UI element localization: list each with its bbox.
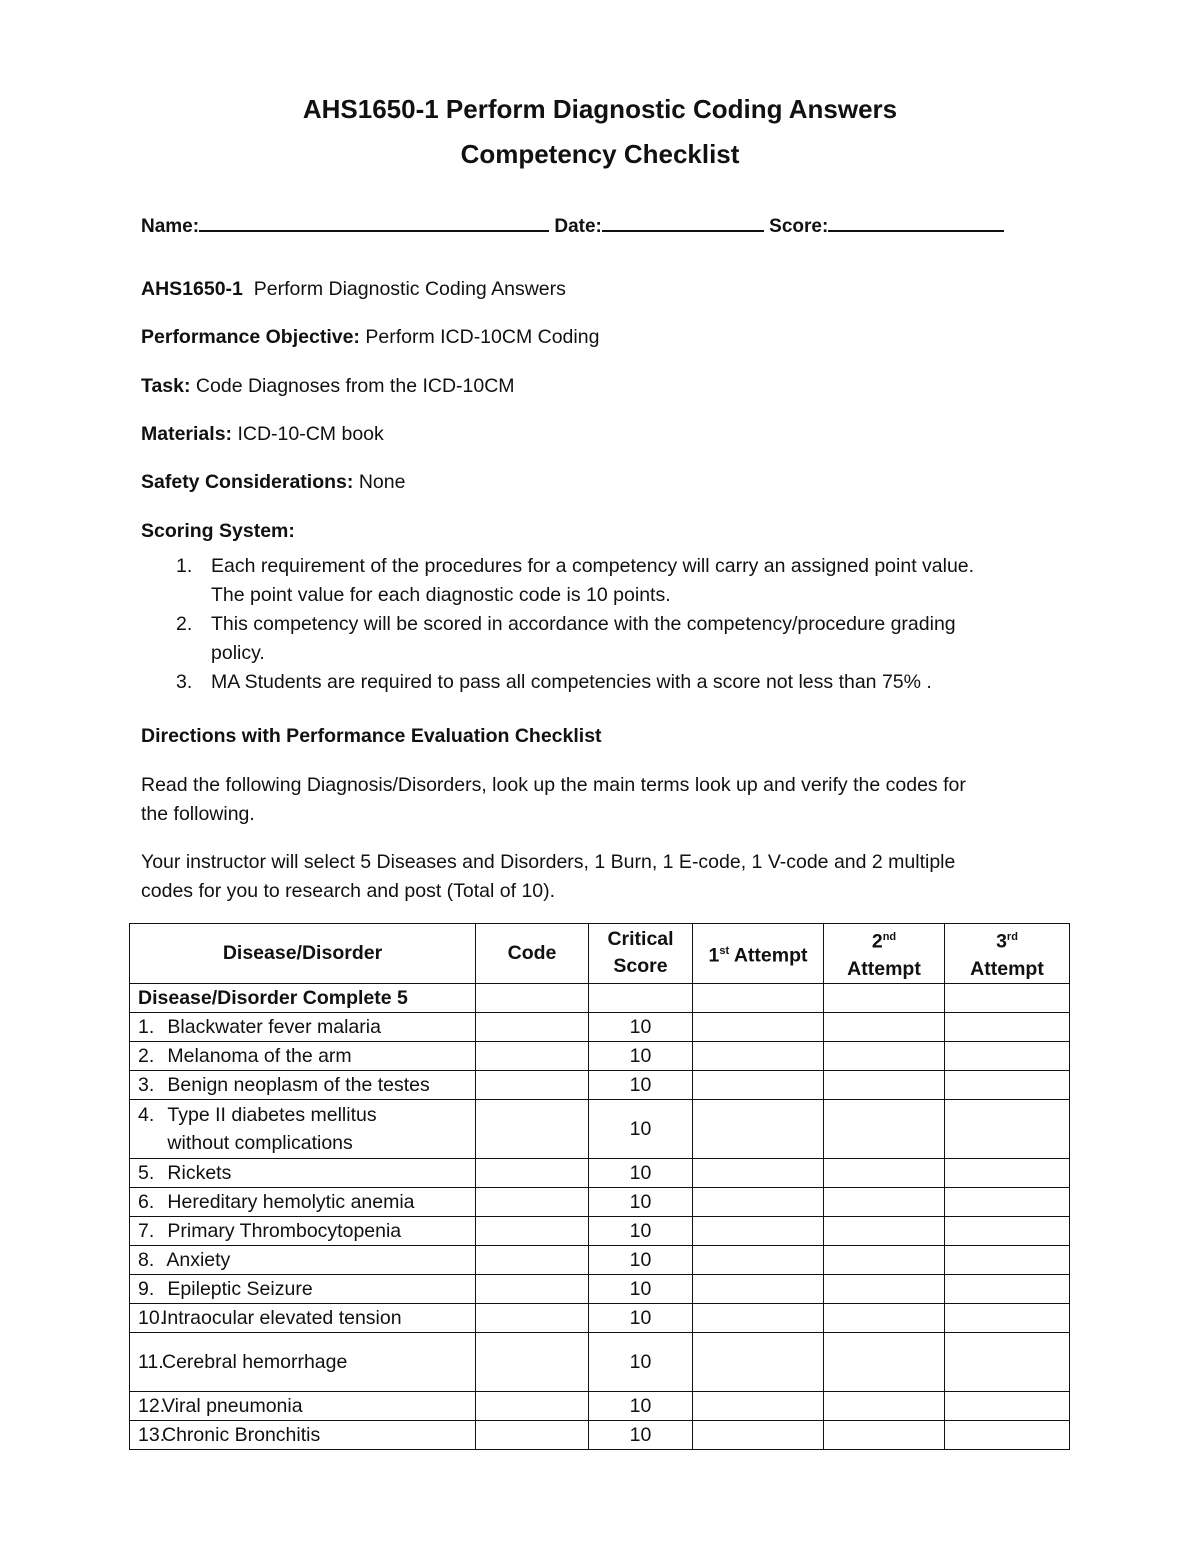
scoring-item-text: Each requirement of the procedures for a competency will carry an assigned point value. <box>211 555 975 577</box>
disease-cell <box>130 1070 476 1099</box>
header-sup: nd <box>882 931 897 943</box>
disease-cell <box>130 1303 476 1332</box>
disease-cell <box>130 1332 476 1391</box>
score-label: Score: <box>769 216 829 237</box>
attempt-cell[interactable] <box>945 1303 1070 1332</box>
table-row <box>130 1303 1070 1332</box>
score-cell: 10 <box>589 1187 693 1216</box>
disease-cell <box>130 1158 476 1187</box>
scoring-item <box>141 610 1071 668</box>
code-cell[interactable] <box>476 1099 589 1158</box>
safety-line <box>141 471 405 494</box>
attempt-cell[interactable] <box>945 1391 1070 1420</box>
directions-text: Read the following Diagnosis/Disorders, look up the main terms look up and verify the codes for <box>141 774 966 796</box>
disease-label: without complications <box>167 1131 353 1154</box>
directions-text: Your instructor will select 5 Diseases and Disorders, 1 Burn, 1 E-code, 1 V-code and 2 multiple <box>141 851 956 873</box>
attempt-cell[interactable] <box>824 1274 945 1303</box>
table-row <box>130 1420 1070 1449</box>
header-text: 1 <box>708 944 720 966</box>
course-line <box>141 278 566 301</box>
attempt-cell[interactable] <box>945 1041 1070 1070</box>
row-number: 9. <box>138 1277 155 1300</box>
scoring-item-number: 2. <box>176 613 193 635</box>
header-first-attempt <box>693 924 824 984</box>
header-text: Attempt <box>847 957 921 980</box>
attempt-cell[interactable] <box>824 1216 945 1245</box>
code-cell[interactable] <box>476 1158 589 1187</box>
attempt-cell[interactable] <box>945 983 1070 1012</box>
attempt-cell[interactable] <box>945 1187 1070 1216</box>
table-row <box>130 1070 1070 1099</box>
attempt-cell[interactable] <box>693 1012 824 1041</box>
attempt-cell[interactable] <box>693 1187 824 1216</box>
directions-text: the following. <box>141 803 255 825</box>
attempt-cell[interactable] <box>945 1070 1070 1099</box>
attempt-cell[interactable] <box>693 1303 824 1332</box>
table-row <box>130 1332 1070 1391</box>
score-cell: 10 <box>589 1420 693 1449</box>
task-label: Task: <box>141 375 191 397</box>
disease-label: Hereditary hemolytic anemia <box>167 1190 415 1213</box>
code-cell[interactable] <box>476 1070 589 1099</box>
table-row <box>130 1099 1070 1158</box>
safety-label: Safety Considerations: <box>141 471 354 493</box>
objective-value: Perform ICD-10CM Coding <box>365 326 600 348</box>
row-number: 7. <box>138 1219 155 1242</box>
row-number: 12. <box>138 1394 166 1417</box>
disease-cell <box>130 1391 476 1420</box>
attempt-cell[interactable] <box>945 1274 1070 1303</box>
row-number: 1. <box>138 1015 155 1038</box>
row-number: 10. <box>138 1306 166 1329</box>
score-cell: 10 <box>589 1012 693 1041</box>
code-cell[interactable] <box>476 1245 589 1274</box>
attempt-cell[interactable] <box>824 1420 945 1449</box>
directions-text: codes for you to research and post (Total of 10). <box>141 880 556 902</box>
table-row <box>130 1187 1070 1216</box>
table-row <box>130 1041 1070 1070</box>
disease-label: Cerebral hemorrhage <box>162 1350 348 1373</box>
score-cell: 10 <box>589 1158 693 1187</box>
row-number: 6. <box>138 1190 155 1213</box>
code-cell[interactable] <box>476 1332 589 1391</box>
scoring-item-number: 3. <box>176 671 193 693</box>
score-cell: 10 <box>589 1216 693 1245</box>
document-title: AHS1650-1 Perform Diagnostic Coding Answers <box>302 94 898 124</box>
table-row <box>130 1158 1070 1187</box>
course-title: Perform Diagnostic Coding Answers <box>253 278 566 300</box>
attempt-cell[interactable] <box>945 1332 1070 1391</box>
course-code: AHS1650-1 <box>141 278 243 300</box>
disease-label: Benign neoplasm of the testes <box>167 1073 430 1096</box>
score-cell: 10 <box>589 1303 693 1332</box>
row-number: 13. <box>138 1423 166 1446</box>
disease-cell <box>130 1012 476 1041</box>
safety-value: None <box>358 471 406 493</box>
disease-cell <box>130 1420 476 1449</box>
scoring-item <box>141 668 1071 697</box>
attempt-cell[interactable] <box>693 1420 824 1449</box>
materials-label: Materials: <box>141 423 233 445</box>
disease-cell <box>130 1041 476 1070</box>
attempt-cell[interactable] <box>824 1012 945 1041</box>
name-label: Name: <box>141 216 200 237</box>
disease-cell <box>130 1274 476 1303</box>
row-number: 4. <box>138 1103 155 1126</box>
score-field[interactable] <box>828 212 1004 232</box>
attempt-cell[interactable] <box>945 1216 1070 1245</box>
task-line <box>141 375 515 398</box>
table-row <box>130 1216 1070 1245</box>
section-label: Disease/Disorder Complete 5 <box>130 983 476 1012</box>
header-second-attempt <box>824 924 945 984</box>
attempt-cell[interactable] <box>693 1041 824 1070</box>
disease-label: Primary Thrombocytopenia <box>167 1219 402 1242</box>
table-header-row <box>130 924 1070 984</box>
row-number: 2. <box>138 1044 155 1067</box>
scoring-item-text: The point value for each diagnostic code is 10 points. <box>211 584 671 606</box>
document-subtitle: Competency Checklist <box>460 139 740 169</box>
header-sup: st <box>719 944 730 957</box>
attempt-cell[interactable] <box>693 1216 824 1245</box>
header-text: 3 <box>996 930 1007 953</box>
score-cell <box>589 983 693 1012</box>
header-text: Critical <box>607 928 674 951</box>
table-row <box>130 1245 1070 1274</box>
attempt-cell[interactable] <box>824 1041 945 1070</box>
score-cell: 10 <box>589 1041 693 1070</box>
attempt-cell[interactable] <box>824 1303 945 1332</box>
scoring-item-text: policy. <box>211 642 265 664</box>
scoring-list <box>141 552 1071 697</box>
attempt-cell[interactable] <box>824 1391 945 1420</box>
header-text: Score <box>613 955 668 978</box>
header-disease: Disease/Disorder <box>130 924 476 984</box>
attempt-cell[interactable] <box>693 1245 824 1274</box>
disease-label: Intraocular elevated tension <box>162 1306 402 1329</box>
directions-paragraph-1 <box>141 771 1071 829</box>
scoring-item-text: This competency will be scored in accordance with the competency/procedure grading <box>211 613 956 635</box>
attempt-cell[interactable] <box>693 1070 824 1099</box>
row-number: 5. <box>138 1161 155 1184</box>
attempt-cell[interactable] <box>945 1012 1070 1041</box>
attempt-cell[interactable] <box>824 1187 945 1216</box>
disease-label: Blackwater fever malaria <box>167 1015 381 1038</box>
attempt-cell[interactable] <box>945 1420 1070 1449</box>
code-cell[interactable] <box>476 1274 589 1303</box>
attempt-cell[interactable] <box>693 1158 824 1187</box>
code-cell[interactable] <box>476 1391 589 1420</box>
materials-line <box>141 423 384 446</box>
attempt-cell[interactable] <box>693 983 824 1012</box>
disease-label: Type II diabetes mellitus <box>167 1103 377 1126</box>
date-label: Date: <box>554 216 602 237</box>
disease-cell <box>130 1187 476 1216</box>
score-cell: 10 <box>589 1245 693 1274</box>
directions-paragraph-2 <box>141 848 1071 906</box>
code-cell[interactable] <box>476 983 589 1012</box>
scoring-heading: Scoring System: <box>141 520 295 542</box>
header-code: Code <box>476 924 589 984</box>
attempt-cell[interactable] <box>693 1332 824 1391</box>
table-section-row <box>130 983 1070 1012</box>
objective-line <box>141 326 599 349</box>
attempt-cell[interactable] <box>693 1391 824 1420</box>
attempt-cell[interactable] <box>824 1332 945 1391</box>
header-third-attempt <box>945 924 1070 984</box>
code-cell[interactable] <box>476 1012 589 1041</box>
objective-label: Performance Objective: <box>141 326 360 348</box>
disease-label: Chronic Bronchitis <box>162 1423 321 1446</box>
scoring-item-text: MA Students are required to pass all competencies with a score not less than 75% . <box>211 671 932 693</box>
disease-label: Epileptic Seizure <box>167 1277 313 1300</box>
row-number: 11. <box>138 1350 164 1373</box>
attempt-cell[interactable] <box>824 1158 945 1187</box>
attempt-cell[interactable] <box>693 1274 824 1303</box>
scoring-item <box>141 552 1071 610</box>
scoring-item-number: 1. <box>176 555 193 577</box>
disease-label: Rickets <box>167 1161 232 1184</box>
disease-label: Viral pneumonia <box>162 1394 303 1417</box>
disease-cell <box>130 1099 476 1158</box>
directions-heading: Directions with Performance Evaluation Checklist <box>141 725 602 747</box>
table-row <box>130 1274 1070 1303</box>
code-cell[interactable] <box>476 1187 589 1216</box>
attempt-cell[interactable] <box>824 1099 945 1158</box>
attempt-cell[interactable] <box>824 1070 945 1099</box>
header-text: Attempt <box>729 944 808 966</box>
disease-cell <box>130 1216 476 1245</box>
header-critical-score <box>589 924 693 984</box>
student-info-line <box>141 212 1004 238</box>
code-cell[interactable] <box>476 1041 589 1070</box>
task-value: Code Diagnoses from the ICD-10CM <box>195 375 515 397</box>
code-cell[interactable] <box>476 1303 589 1332</box>
checklist-table <box>129 923 1070 1450</box>
row-number: 8. <box>138 1248 155 1271</box>
score-cell: 10 <box>589 1332 693 1391</box>
attempt-cell[interactable] <box>693 1099 824 1158</box>
materials-value: ICD-10-CM book <box>237 423 384 445</box>
header-sup: rd <box>1006 931 1018 943</box>
name-field[interactable] <box>199 212 549 232</box>
score-cell: 10 <box>589 1391 693 1420</box>
header-text: 2 <box>871 930 883 953</box>
disease-label: Melanoma of the arm <box>167 1044 352 1067</box>
score-cell: 10 <box>589 1274 693 1303</box>
date-field[interactable] <box>602 212 764 232</box>
score-cell: 10 <box>589 1070 693 1099</box>
attempt-cell[interactable] <box>824 983 945 1012</box>
row-number: 3. <box>138 1073 155 1096</box>
table-row <box>130 1012 1070 1041</box>
table-row <box>130 1391 1070 1420</box>
disease-cell <box>130 1245 476 1274</box>
attempt-cell[interactable] <box>945 1245 1070 1274</box>
attempt-cell[interactable] <box>824 1245 945 1274</box>
score-cell: 10 <box>589 1099 693 1158</box>
disease-label: Anxiety <box>166 1248 231 1271</box>
attempt-cell[interactable] <box>945 1099 1070 1158</box>
code-cell[interactable] <box>476 1216 589 1245</box>
attempt-cell[interactable] <box>945 1158 1070 1187</box>
code-cell[interactable] <box>476 1420 589 1449</box>
header-text: Attempt <box>970 957 1044 980</box>
